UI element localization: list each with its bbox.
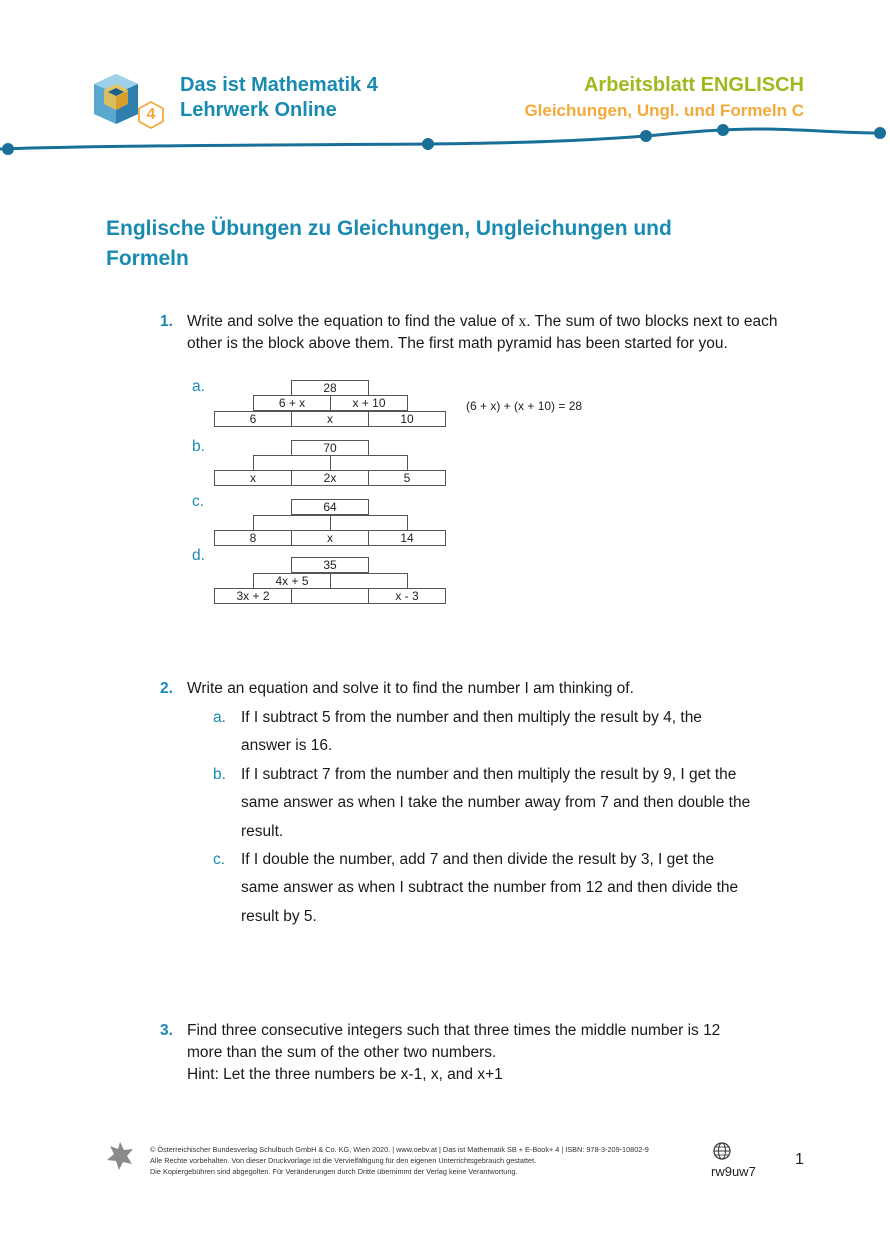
item-line: same answer as when I take the number away from 7 and then double the xyxy=(241,794,751,812)
series-title: Das ist Mathematik 4 xyxy=(180,74,378,96)
task-3 xyxy=(160,1020,807,1086)
list-item xyxy=(213,846,801,931)
task-variable: x xyxy=(518,313,527,330)
task-1 xyxy=(160,311,787,355)
pyramid-block xyxy=(330,573,408,589)
footer-line: © Österreichischer Bundesverlag Schulbuch GmbH & Co. KG, Wien 2020. | www.oebv.at | Das ist Mathematik SB + E-Book+ 4 | ISBN: 978-3-209-10802-9 xyxy=(150,1145,649,1154)
series-subtitle: Lehrwerk Online xyxy=(180,99,337,121)
example-equation: (6 + x) + (x + 10) = 28 xyxy=(466,399,583,413)
task-2-items xyxy=(213,704,801,931)
task-number: 2. xyxy=(160,680,173,697)
item-line: result. xyxy=(241,822,284,840)
pyramid-block: x xyxy=(291,411,369,427)
item-line: If I double the number, add 7 and then divide the result by 3, I get the xyxy=(241,851,715,869)
list-item xyxy=(213,761,801,846)
task-number: 3. xyxy=(160,1022,173,1039)
pyramid-block: x xyxy=(214,470,292,486)
pyramid-block xyxy=(253,455,331,471)
pyramid-block: 4x + 5 xyxy=(253,573,331,589)
task-text: Find three consecutive integers such that three times the middle number is 12 xyxy=(187,1022,721,1039)
worksheet-title: Arbeitsblatt ENGLISCH xyxy=(583,74,804,96)
footer-line: Die Kopiergebühren sind abgegolten. Für Veränderungen durch Dritte übernimmt der Verlag keine Verantwortung. xyxy=(150,1167,518,1176)
pyramid-block: 28 xyxy=(291,380,369,396)
pyramid-block: 70 xyxy=(291,440,369,456)
pyramid-block: 3x + 2 xyxy=(214,588,292,604)
pyramid-label: c. xyxy=(192,493,205,510)
pyramid-block: 6 + x xyxy=(253,395,331,411)
list-item xyxy=(213,704,801,761)
task-number: 1. xyxy=(160,313,173,330)
item-label: c. xyxy=(213,851,226,869)
item-line: result by 5. xyxy=(241,907,317,925)
header-wave-line xyxy=(0,118,890,158)
worksheet-subtitle: Gleichungen, Ungl. und Formeln C xyxy=(524,101,804,120)
pyramid-block: 64 xyxy=(291,499,369,515)
footer-line: Alle Rechte vorbehalten. Von dieser Druckvorlage ist die Vervielfältigung für den eigenen Unterrichtsgebrauch gestattet. xyxy=(150,1156,537,1165)
header-title-right xyxy=(524,73,804,123)
pyramid-block xyxy=(330,455,408,471)
online-code[interactable]: rw9uw7 xyxy=(711,1164,756,1179)
task-text: more than the sum of the other two numbers. xyxy=(187,1044,497,1061)
task-2 xyxy=(160,678,787,700)
pyramid-block xyxy=(291,588,369,604)
task-text: Write and solve the equation to find the value of xyxy=(187,313,519,330)
pyramid-block: x + 10 xyxy=(330,395,408,411)
header-title-left xyxy=(180,73,378,123)
item-line: If I subtract 5 from the number and then multiply the result by 4, the xyxy=(241,709,702,726)
pyramid-block xyxy=(253,515,331,531)
pyramid-label: d. xyxy=(192,547,205,564)
logo-number: 4 xyxy=(146,106,156,123)
pyramid-block: 8 xyxy=(214,530,292,546)
publisher-logo-icon xyxy=(104,1140,136,1172)
footer-copyright xyxy=(150,1144,649,1177)
item-line: answer is 16. xyxy=(241,737,333,755)
item-line: If I subtract 7 from the number and then multiply the result by 9, I get the xyxy=(241,765,737,783)
pyramid-block: x xyxy=(291,530,369,546)
pyramid-block: 6 xyxy=(214,411,292,427)
pyramid-block: 35 xyxy=(291,557,369,573)
pyramid-block: 2x xyxy=(291,470,369,486)
pyramid-label: a. xyxy=(192,378,205,395)
pyramid-label: b. xyxy=(192,438,205,455)
pyramid-block: 14 xyxy=(368,530,446,546)
item-label: a. xyxy=(213,709,226,726)
globe-icon[interactable] xyxy=(712,1141,732,1161)
pyramid-block: 10 xyxy=(368,411,446,427)
task-text: Write an equation and solve it to find the number I am thinking of. xyxy=(187,680,634,697)
page-number: 1 xyxy=(795,1151,804,1168)
page-title: Englische Übungen zu Gleichungen, Ungleichungen und Formeln xyxy=(106,217,672,270)
pyramid-block: 5 xyxy=(368,470,446,486)
pyramid-block: x - 3 xyxy=(368,588,446,604)
task-hint: Hint: Let the three numbers be x-1, x, and x+1 xyxy=(187,1066,503,1083)
item-label: b. xyxy=(213,765,226,783)
item-line: same answer as when I subtract the number from 12 and then divide the xyxy=(241,879,739,897)
task-text-cont: . The sum of two blocks next to each other is the block above them. The first math pyramid has been started for you. xyxy=(187,313,778,352)
pyramid-block xyxy=(330,515,408,531)
